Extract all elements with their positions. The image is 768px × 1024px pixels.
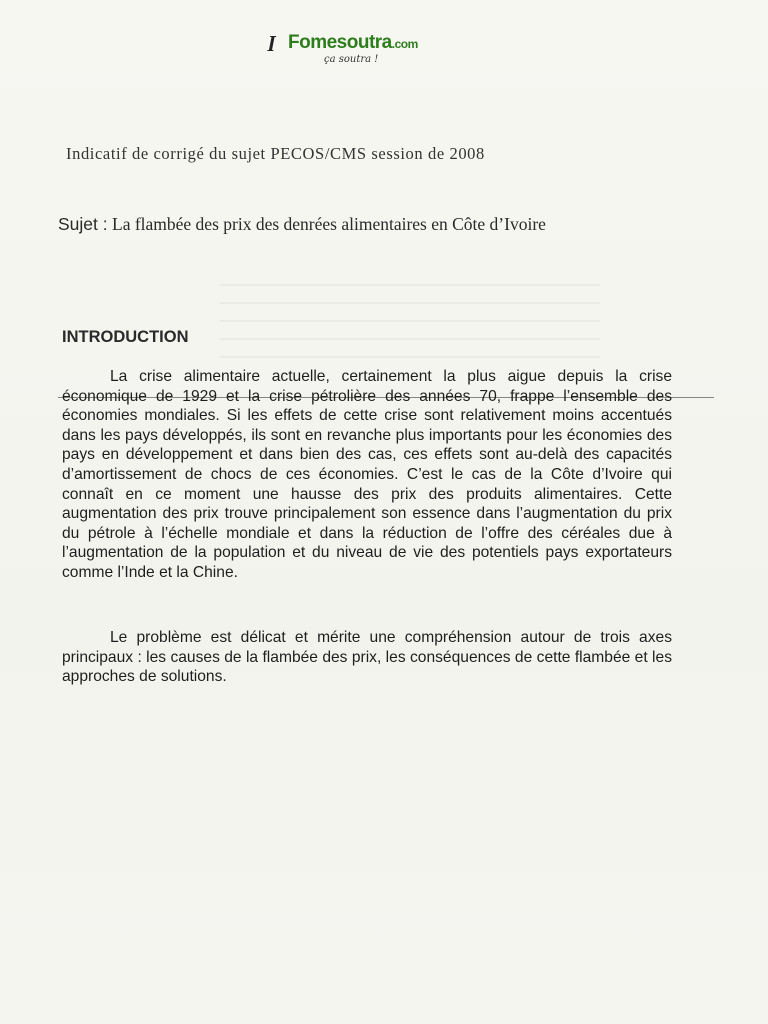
document-subject (58, 214, 546, 235)
logo-brand (288, 32, 418, 54)
logo-tagline: ça soutra ! (324, 54, 379, 65)
logo-glyph-icon: ꟾ (268, 36, 276, 55)
introduction-paragraph-2: Le problème est délicat et mérite une compréhension autour de trois axes principaux : les causes de la flambée des prix, les conséquences de cette flambée et les approches de solutions. (62, 629, 672, 686)
subject-text: La flambée des prix des denrées alimentaires en Côte d’Ivoire (107, 214, 546, 234)
document-heading: Indicatif de corrigé du sujet PECOS/CMS session de 2008 (66, 144, 485, 163)
section-title-introduction: INTRODUCTION (62, 328, 189, 346)
logo-brand-name: Fomesoutra (288, 32, 392, 53)
fomesoutra-logo (268, 32, 468, 72)
subject-label: Sujet : (58, 214, 108, 234)
bleed-through-shadow (220, 268, 600, 358)
logo-brand-tld: .com (391, 37, 418, 51)
introduction-paragraph-1: La crise alimentaire actuelle, certainement la plus aigue depuis la crise économique de 1929 et la crise pétrolière des années 70, frappe l’ensemble des économies mondiales. Si les effets de cette crise sont relativement moins accentués dans les pays développés, ils sont en revanche plus importants pour les économies des pays en développement et dans bien des cas, ces effets sont au-delà des capacités d’amortissement de chocs de ces économies. C’est le cas de la Côte d’Ivoire qui connaît en ce moment une hausse des prix des produits alimentaires. Cette augmentation des prix trouve principalement son essence dans l’augmentation du prix du pétrole à l’échelle mondiale et dans la réduction de l’offre des céréales due à l’augmentation de la population et du niveau de vie des potentiels pays exportateurs comme l’Inde et la Chine. (62, 368, 672, 581)
